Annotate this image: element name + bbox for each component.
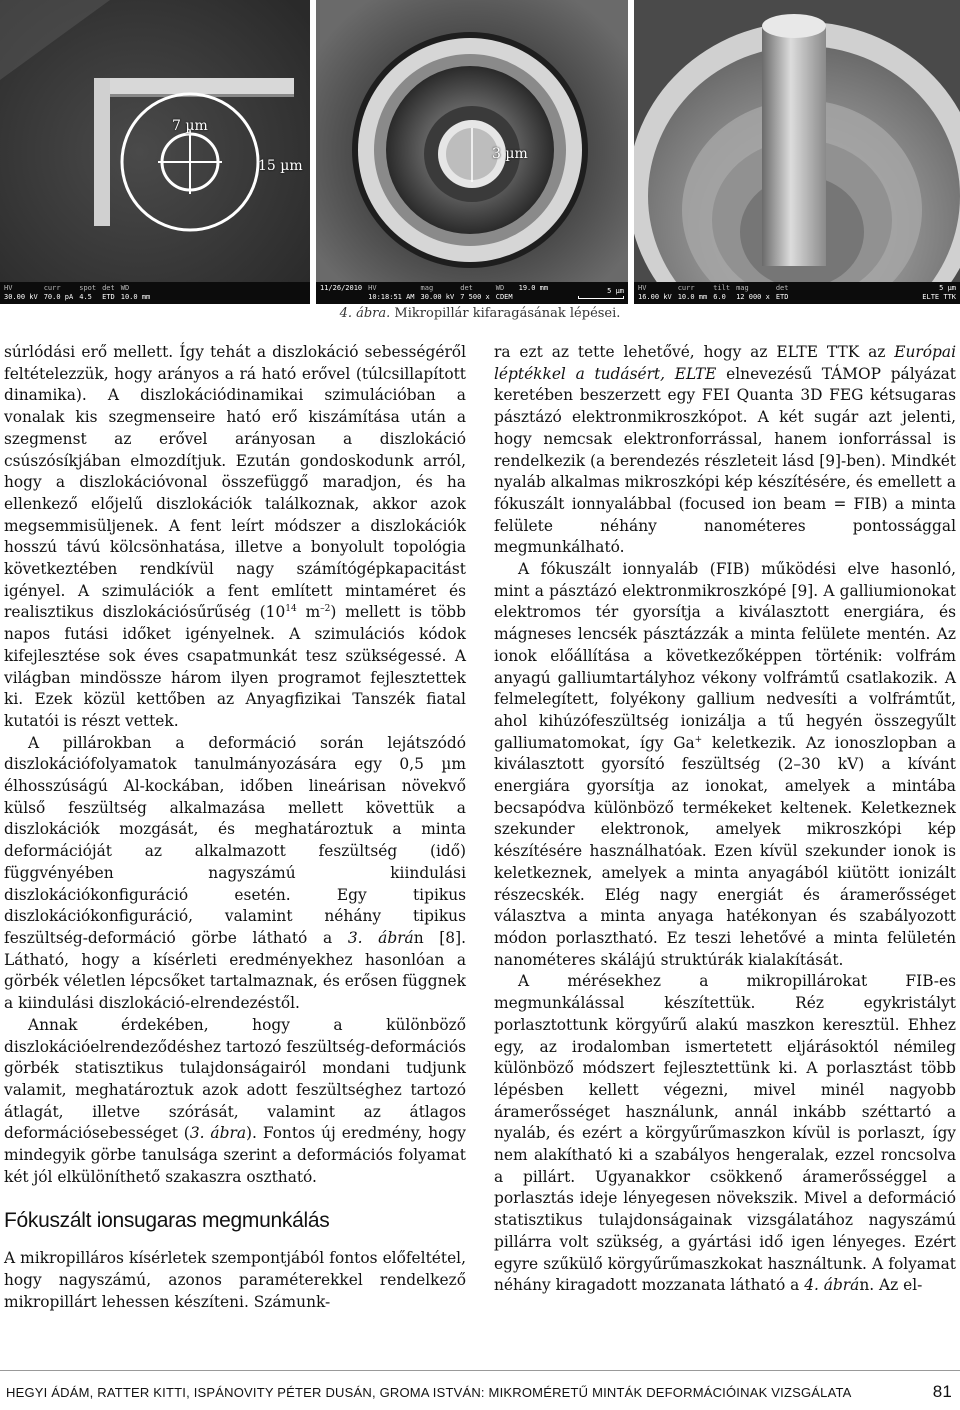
label-15um: 15 µm — [258, 158, 303, 174]
scale-bar: 5 µm — [554, 284, 624, 302]
figure-reference: 3. ábra — [189, 1124, 246, 1143]
sem-panel-3 — [634, 0, 960, 304]
label-7um: 7 µm — [172, 118, 208, 134]
sem-panel-2 — [316, 0, 628, 304]
figure-number: 4. ábra. — [339, 306, 391, 321]
paragraph: súrlódási erő mellett. Így tehát a diszlokáció sebességéről feltételezzük, hogy arányos a rá ható erővel (túlcsillapított dinamika). A diszlokációdinamikai szimulációban a vonalak kis szegmenseire ható erő kiszámítása után a szegmenst az erővel arányosan a diszlokáció csúszósíkjában elmozdítjuk. Ezután gondoskodunk arról, hogy a diszlokációvonal összefüggő maradjon, és ha ellenkező előjelű diszlokációk találkoznak, akkor azok megsemmisüljenek. A fent leírt módszer a diszlokációk hosszú távú kölcsönhatása, illetve a bonyolult topológia következtében rendkívül nagy számítógépkapacitást igényel. A szimulációk a fent említett mintaméret és realisztikus diszlokációsűrűség ($10^{14}$ $m^{-2}$) mellett is több napos futási időket igényelnek. A szimulációs kódok kifejlesztése sok éves csapatmunkát tesz szükségessé. A világban mindössze három ilyen programot fejlesztettek ki. Ezek közül kettőben az Anyagfizikai Tanszék fiatal kutatói is részt vettek. — [4, 343, 466, 730]
paragraph: A mérésekhez a mikropillárokat FIB-es megmunkálással készítettük. Réz egykristályt porlasztottunk körgyűrű alakú maszkon keresztül. Ehhez egy, az irodalomban ismertetett eljárásoktól némileg különböző módszert fejlesztettünk ki. A porlasztást több lépésben kellett végezni, mivel minél nagyobb áramerősséget használunk, annál inkább széttartó a nyaláb, és ezért a körgyűrűmaszkon kívül is porlaszt, így nem alakítható ki a szabályos hengeralak, ezzel roncsolva a pillárt. Ugyanakkor csökkenő áramerősséggel a porlasztás ideje lényegesen növekszik. Mivel a deformáció statisztikus tulajdonságainak vizsgálatához nagyszámú pillárra volt szükség, a gyártási idő igen lényeges. Ezért egyre szűkülő körgyűrűmaszkokat használtunk. A folyamat néhány kiragadott mozzanata látható a 4. ábrán. Az el- — [494, 972, 956, 1295]
paragraph: ra ezt az tette lehetővé, hogy az ELTE TTK az Európai léptékkel a tudásért, ELTE elnevezésű TÁMOP pályázat keretében beszerzett egy FEI Quanta 3D FEG kétsugaras pásztázó elektronmikroszkópot. A két sugár azt jelenti, hogy nemcsak elektronforrással, hanem ionforrással is rendelkezik (a berendezés részleteit lásd [9]-ben). Mindkét nyaláb alkalmas mikroszkópi kép készítésére, és emellett a fókuszált ionnyalábbal (focused ion beam = FIB) a minta felülete néhány nanométeres pontossággal megmunkálható. — [494, 343, 956, 557]
label-3um: 3 µm — [492, 146, 528, 162]
figure-reference: 3. ábrá — [347, 928, 414, 947]
page-number: 81 — [932, 1382, 952, 1401]
running-footer-authors: HEGYI ÁDÁM, RATTER KITTI, ISPÁNOVITY PÉTER DUSÁN, GROMA ISTVÁN: MIKROMÉRETŰ MINTÁK DEFORMÁCIÓINAK VIZSGÁLATA — [6, 1385, 852, 1400]
section-heading: Fókuszált ionsugaras megmunkálás — [4, 1209, 330, 1233]
sem-infobar-2: 11/26/2010 HV 10:18:51 AM mag 30.00 kV det 7 500 x WD CDEM 19.0 mm 5 µm — [316, 282, 628, 304]
right-column — [494, 342, 956, 1297]
sem-panel-1 — [0, 0, 310, 304]
figure-caption-text: Mikropillár kifaragásának lépései. — [390, 306, 621, 321]
sem-image-mask-step — [0, 0, 310, 304]
paragraph: Annak érdekében, hogy a különböző diszlokációelrendeződéshez tartozó feszültség-deformációs görbék statisztikus tulajdonságairól mondani tudjunk valamit, meghatároztuk azok adott feszültséghez tartozó átlagát, illetve szórását, valamint az átlagos deformációsebességet (3. ábra). Fontos új eredmény, hogy mindegyik görbe tanulsága szerint a deformációs folyamat két jól elkülöníthető szakaszra osztható. — [4, 1015, 466, 1186]
sem-image-finished-pillar — [634, 0, 960, 304]
sem-image-ring-milling — [316, 0, 628, 304]
scale-bar: 5 µm ELTE TTK — [922, 284, 956, 301]
paragraph: A fókuszált ionnyaláb (FIB) működési elve hasonló, mint a pásztázó elektronmikroszkópé [9]. A galliumionokat elektromos tér gyorsítja a kiválasztott energiára, és mágneses lencsék pásztázzák a minta felülete mentén. Az ionok előállítása a következőképpen történik: volfrám anyagú galliumtartályhoz vékony volfrámtű csatlakozik. A felmelegített, folyékony gallium nedvesíti a volfrámtűt, ahol kihúzófeszültség ionizálja a tű hegyén összegyűlt galliumatomokat, így Ga+ keletkezik. Az ionoszlopban a kiválasztott gyorsító feszültség (2–30 kV) a kívánt energiára gyorsítja az ionokat, amelyek a mintába becsapódva különböző termékeket keltenek. Keletkeznek szekunder elektronok, amelyek mikroszkópi kép készítésére használhatóak. Ezen kívül szekunder ionok is keletkeznek, amelyek a minta anyagából kiütött ionizált részecskék. Elég nagy energiát és áramerősséget választva a minta anyaga hatékonyan és szabályozott módon porlasztható. Ez teszi lehetővé a minta felületén nanométeres skálájú struktúrák kialakítását. — [494, 560, 957, 969]
footer-rule — [0, 1370, 960, 1371]
figure-caption — [0, 306, 960, 321]
sem-infobar-3: HV 16.00 kV curr 10.0 mm tilt 6.0 mag 12 000 x det ETD 5 µm ELTE TTK — [634, 282, 960, 304]
sem-infobar-1: HV 30.00 kV curr 70.0 pA spot 4.5 det ETD WD 10.0 mm — [0, 282, 310, 304]
figure-4 — [0, 0, 960, 304]
paragraph: A pillárokban a deformáció során lejátszódó diszlokációfolyamatok tanulmányozására egy 0,5 µm élhosszúságú Al-kockában, időben lineárisan növekvő külső feszültség alkalmazása mellett követtük a diszlokációk mozgását, és meghatároztuk a minta deformációját az alkalmazott feszültség (idő) függvényében nagyszámú kiindulási diszlokációkonfiguráció esetén. Egy tipikus diszlokációkonfiguráció, valamint néhány tipikus feszültség-deformáció görbe látható a 3. ábrán [8]. Látható, hogy a kísérleti eredményekhez hasonlóan a görbék véletlen lépcsőket tartalmaznak, és erősen függnek a kiindulási diszlokáció-elrendezéstől. — [4, 733, 467, 1013]
paragraph: A mikropilláros kísérletek szempontjából fontos előfeltétel, hogy nagyszámú, azonos paraméterekkel rendelkező mikropillárt lehessen készíteni. Számunk- — [4, 1249, 466, 1311]
figure-reference: 4. ábrá — [804, 1276, 860, 1295]
left-column — [4, 342, 466, 1313]
